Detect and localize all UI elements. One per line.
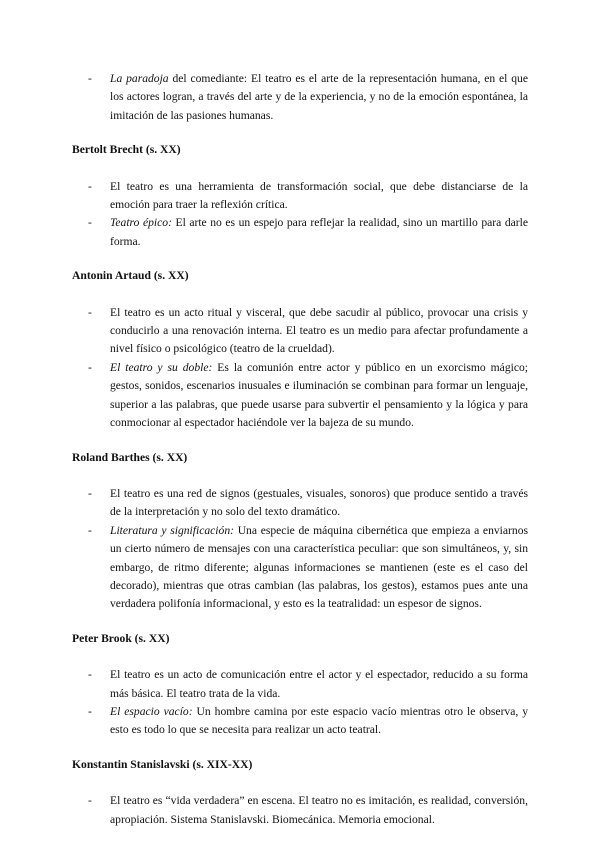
bullet-dash: - xyxy=(88,704,92,718)
item-term: La paradoja xyxy=(110,72,169,85)
list-item xyxy=(72,359,528,433)
bullet-dash: - xyxy=(88,794,92,808)
bullet-dash: - xyxy=(88,72,92,85)
bullet-dash: - xyxy=(88,360,92,374)
list-item xyxy=(72,304,528,359)
list-item xyxy=(72,178,528,215)
bullet-dash: - xyxy=(88,668,92,682)
bullet-dash: - xyxy=(88,486,92,500)
item-term: El espacio vacío: xyxy=(110,704,193,718)
item-term: Teatro épico: xyxy=(110,216,172,230)
item-text: Una especie de máquina cibernética que empieza a enviarnos un cierto número de mensajes con una característica peculiar: que son simultáneos, y, sin embargo, de ritmo diferente; algunas informaciones se mantienen (este es el caso del decorado), mientras que otras cambian (las palabras, los gestos), estamos pues ante una verdadera polifonía informacional, y esto es la teatralidad: un espesor de signos. xyxy=(110,523,529,611)
section-heading-artaud: Antonin Artaud (s. XX) xyxy=(72,269,189,283)
section-list-barthes xyxy=(72,485,528,614)
item-text: El arte no es un espejo para reflejar la realidad, sino un martillo para darle forma. xyxy=(110,216,528,248)
item-term: Literatura y significación: xyxy=(110,523,234,537)
section-list-stanislavski xyxy=(72,792,528,829)
bullet-dash: - xyxy=(88,216,92,230)
section-heading-brecht: Bertolt Brecht (s. XX) xyxy=(72,143,181,157)
bullet-dash: - xyxy=(88,179,92,193)
section-heading-brook: Peter Brook (s. XX) xyxy=(72,631,170,645)
list-item xyxy=(72,214,528,251)
list-item xyxy=(72,703,528,740)
item-text: El teatro es un acto de comunicación entre el actor y el espectador, reducido a su forma más básica. El teatro trata de la vida. xyxy=(110,668,528,700)
list-item xyxy=(72,792,528,829)
list-item xyxy=(72,666,528,703)
item-term: El teatro y su doble: xyxy=(110,360,213,374)
document-content xyxy=(72,70,528,829)
section-heading-stanislavski: Konstantin Stanislavski (s. XIX-XX) xyxy=(72,757,253,771)
bullet-dash: - xyxy=(88,305,92,319)
list-item xyxy=(72,70,528,125)
section-list-artaud xyxy=(72,304,528,433)
list-item xyxy=(72,485,528,522)
item-text: El teatro es una herramienta de transformación social, que debe distanciarse de la emoción para traer la reflexión crítica. xyxy=(110,179,528,212)
intro-list xyxy=(72,70,528,125)
section-heading-barthes: Roland Barthes (s. XX) xyxy=(72,450,188,464)
item-text: El teatro es una red de signos (gestuales, visuales, sonoros) que produce sentido a través de la interpretación y no solo del texto dramático. xyxy=(110,486,528,519)
item-text: del comediante: El teatro es el arte de la representación humana, en el que los actores logran, a través del arte y de la experiencia, y no de la emoción espontánea, la imitación de las pasiones humanas. xyxy=(110,72,528,122)
item-text: El teatro es un acto ritual y visceral, que debe sacudir al público, provocar una crisis y conducirlo a una renovación interna. El teatro es un medio para afectar profundamente a nivel físico o psicológico (teatro de la crueldad). xyxy=(110,305,528,356)
item-text: El teatro es “vida verdadera” en escena. El teatro no es imitación, es realidad, conversión, apropiación. Sistema Stanislavski. Biomecánica. Memoria emocional. xyxy=(110,794,528,826)
item-text: Un hombre camina por este espacio vacío mientras otro le observa, y esto es todo lo que se necesita para realizar un acto teatral. xyxy=(110,704,529,737)
bullet-dash: - xyxy=(88,523,92,537)
section-list-brecht xyxy=(72,178,528,252)
section-list-brook xyxy=(72,666,528,740)
item-text: Es la comunión entre actor y público en un exorcismo mágico; gestos, sonidos, escenarios inusuales e iluminación se combinan para formar un lenguaje, superior a las palabras, que puede usarse para subvertir el pensamiento y la lógica y para conmocionar al espectador haciéndole ver la bajeza de su mundo. xyxy=(110,360,529,430)
list-item xyxy=(72,522,528,614)
